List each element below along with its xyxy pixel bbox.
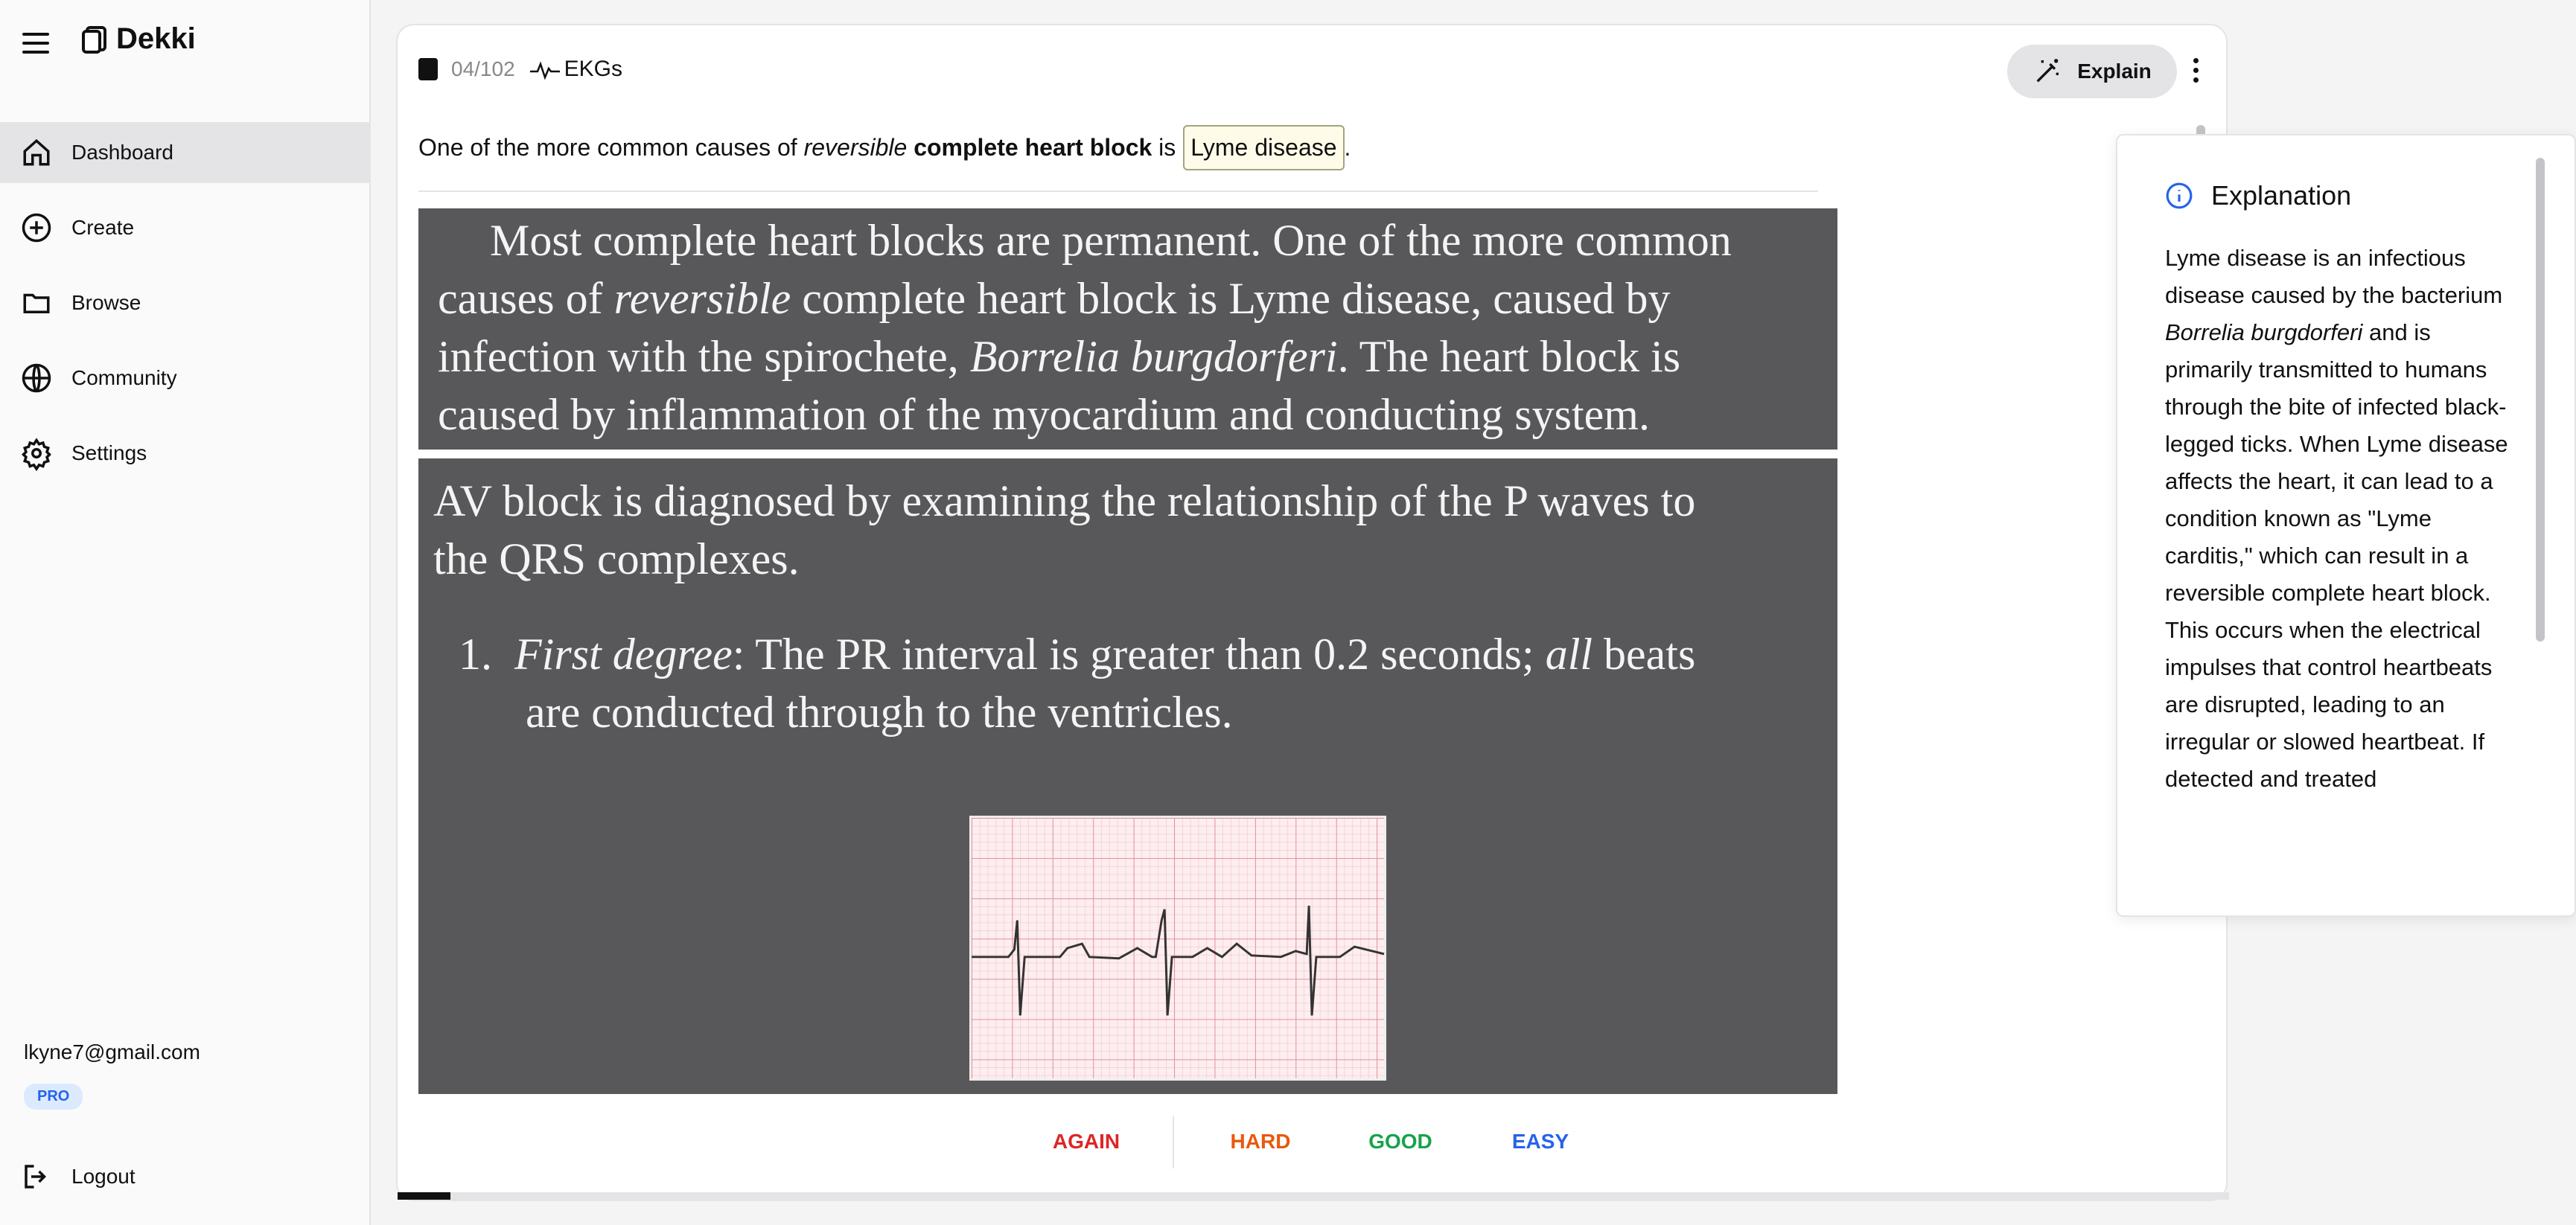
cloze-answer: Lyme disease xyxy=(1183,125,1344,170)
magic-wand-icon xyxy=(2033,57,2062,86)
logout-icon xyxy=(21,1161,52,1192)
good-button[interactable]: GOOD xyxy=(1368,1130,1432,1153)
sidebar-nav xyxy=(0,122,371,498)
explanation-text: Lyme disease is an infectious disease caused by the bacterium Borrelia burgdorferi and is primarily transmitted to humans through the bite of infected black-legged ticks. When Lyme disease affects the heart, it can lead to a condition known as "Lyme carditis," which can result in a reversible complete heart block. This occurs when the electrical impulses that control heartbeats are disrupted, leading to an irregular or slowed heartbeat. If detected and treated xyxy=(2165,245,2508,792)
progress-bar xyxy=(398,1192,2229,1200)
explain-button[interactable] xyxy=(2007,45,2177,98)
progress-fill xyxy=(398,1192,450,1200)
more-options-icon[interactable] xyxy=(2193,58,2199,87)
brand-logo[interactable] xyxy=(80,22,196,56)
plus-circle-icon xyxy=(21,212,52,243)
card-header xyxy=(418,57,622,82)
hard-button[interactable]: HARD xyxy=(1230,1130,1291,1153)
user-email: lkyne7@gmail.com xyxy=(24,1040,200,1064)
sidebar-item-dashboard[interactable] xyxy=(0,122,371,183)
grade-divider xyxy=(1173,1116,1174,1168)
divider xyxy=(418,191,1818,192)
sidebar-item-browse[interactable] xyxy=(0,272,371,333)
ekg-strip-image xyxy=(969,816,1386,1081)
deck-name-label: EKGs xyxy=(564,57,622,81)
menu-icon[interactable] xyxy=(22,33,49,54)
logout-button[interactable] xyxy=(21,1161,136,1192)
deck-name[interactable] xyxy=(529,57,622,82)
sidebar-item-label: Community xyxy=(71,366,177,389)
card-stack-icon xyxy=(418,58,438,80)
sidebar xyxy=(0,0,371,1225)
textbook-excerpt-2: AV block is diagnosed by examining the relationship of the P waves to the QRS complexes. 1. First degree: The PR interval is greater than 0.2 seconds; all beats are conducted through to the ventricles. xyxy=(418,458,1837,1094)
sidebar-item-label: Browse xyxy=(71,291,141,314)
explanation-panel xyxy=(2116,134,2576,917)
grade-buttons xyxy=(398,1130,2229,1168)
easy-button[interactable]: EASY xyxy=(1511,1130,1569,1153)
plan-badge: PRO xyxy=(24,1084,83,1110)
info-icon xyxy=(2165,182,2193,210)
sidebar-item-label: Dashboard xyxy=(71,141,173,164)
again-button[interactable]: AGAIN xyxy=(1052,1130,1120,1153)
cloze-question: One of the more common causes of reversible complete heart block is Lyme disease . xyxy=(418,125,1351,170)
textbook-excerpt-1: Most complete heart blocks are permanent. One of the more common causes of reversible complete heart block is Lyme disease, caused by infection with the spirochete, Borrelia burgdorferi. The heart block is caused by inflammation of the myocardium and conducting system. xyxy=(418,208,1837,450)
home-icon xyxy=(21,137,52,168)
logout-label: Logout xyxy=(71,1165,136,1188)
folder-icon xyxy=(21,287,52,319)
sidebar-item-community[interactable] xyxy=(0,348,371,409)
heartbeat-icon xyxy=(529,58,561,80)
brand-name: Dekki xyxy=(116,22,196,55)
card-counter: 04/102 xyxy=(451,57,515,80)
flashcard xyxy=(396,24,2508,1201)
deck-logo-icon xyxy=(80,25,110,54)
sidebar-item-create[interactable] xyxy=(0,197,371,258)
globe-icon xyxy=(21,362,52,394)
sidebar-item-label: Create xyxy=(71,216,135,239)
sidebar-item-label: Settings xyxy=(71,441,147,464)
explain-label: Explain xyxy=(2077,60,2152,83)
explanation-scrollbar[interactable] xyxy=(2536,158,2545,642)
explanation-title: Explanation xyxy=(2165,180,2351,211)
gear-icon xyxy=(21,438,52,469)
sidebar-item-settings[interactable] xyxy=(0,423,371,484)
